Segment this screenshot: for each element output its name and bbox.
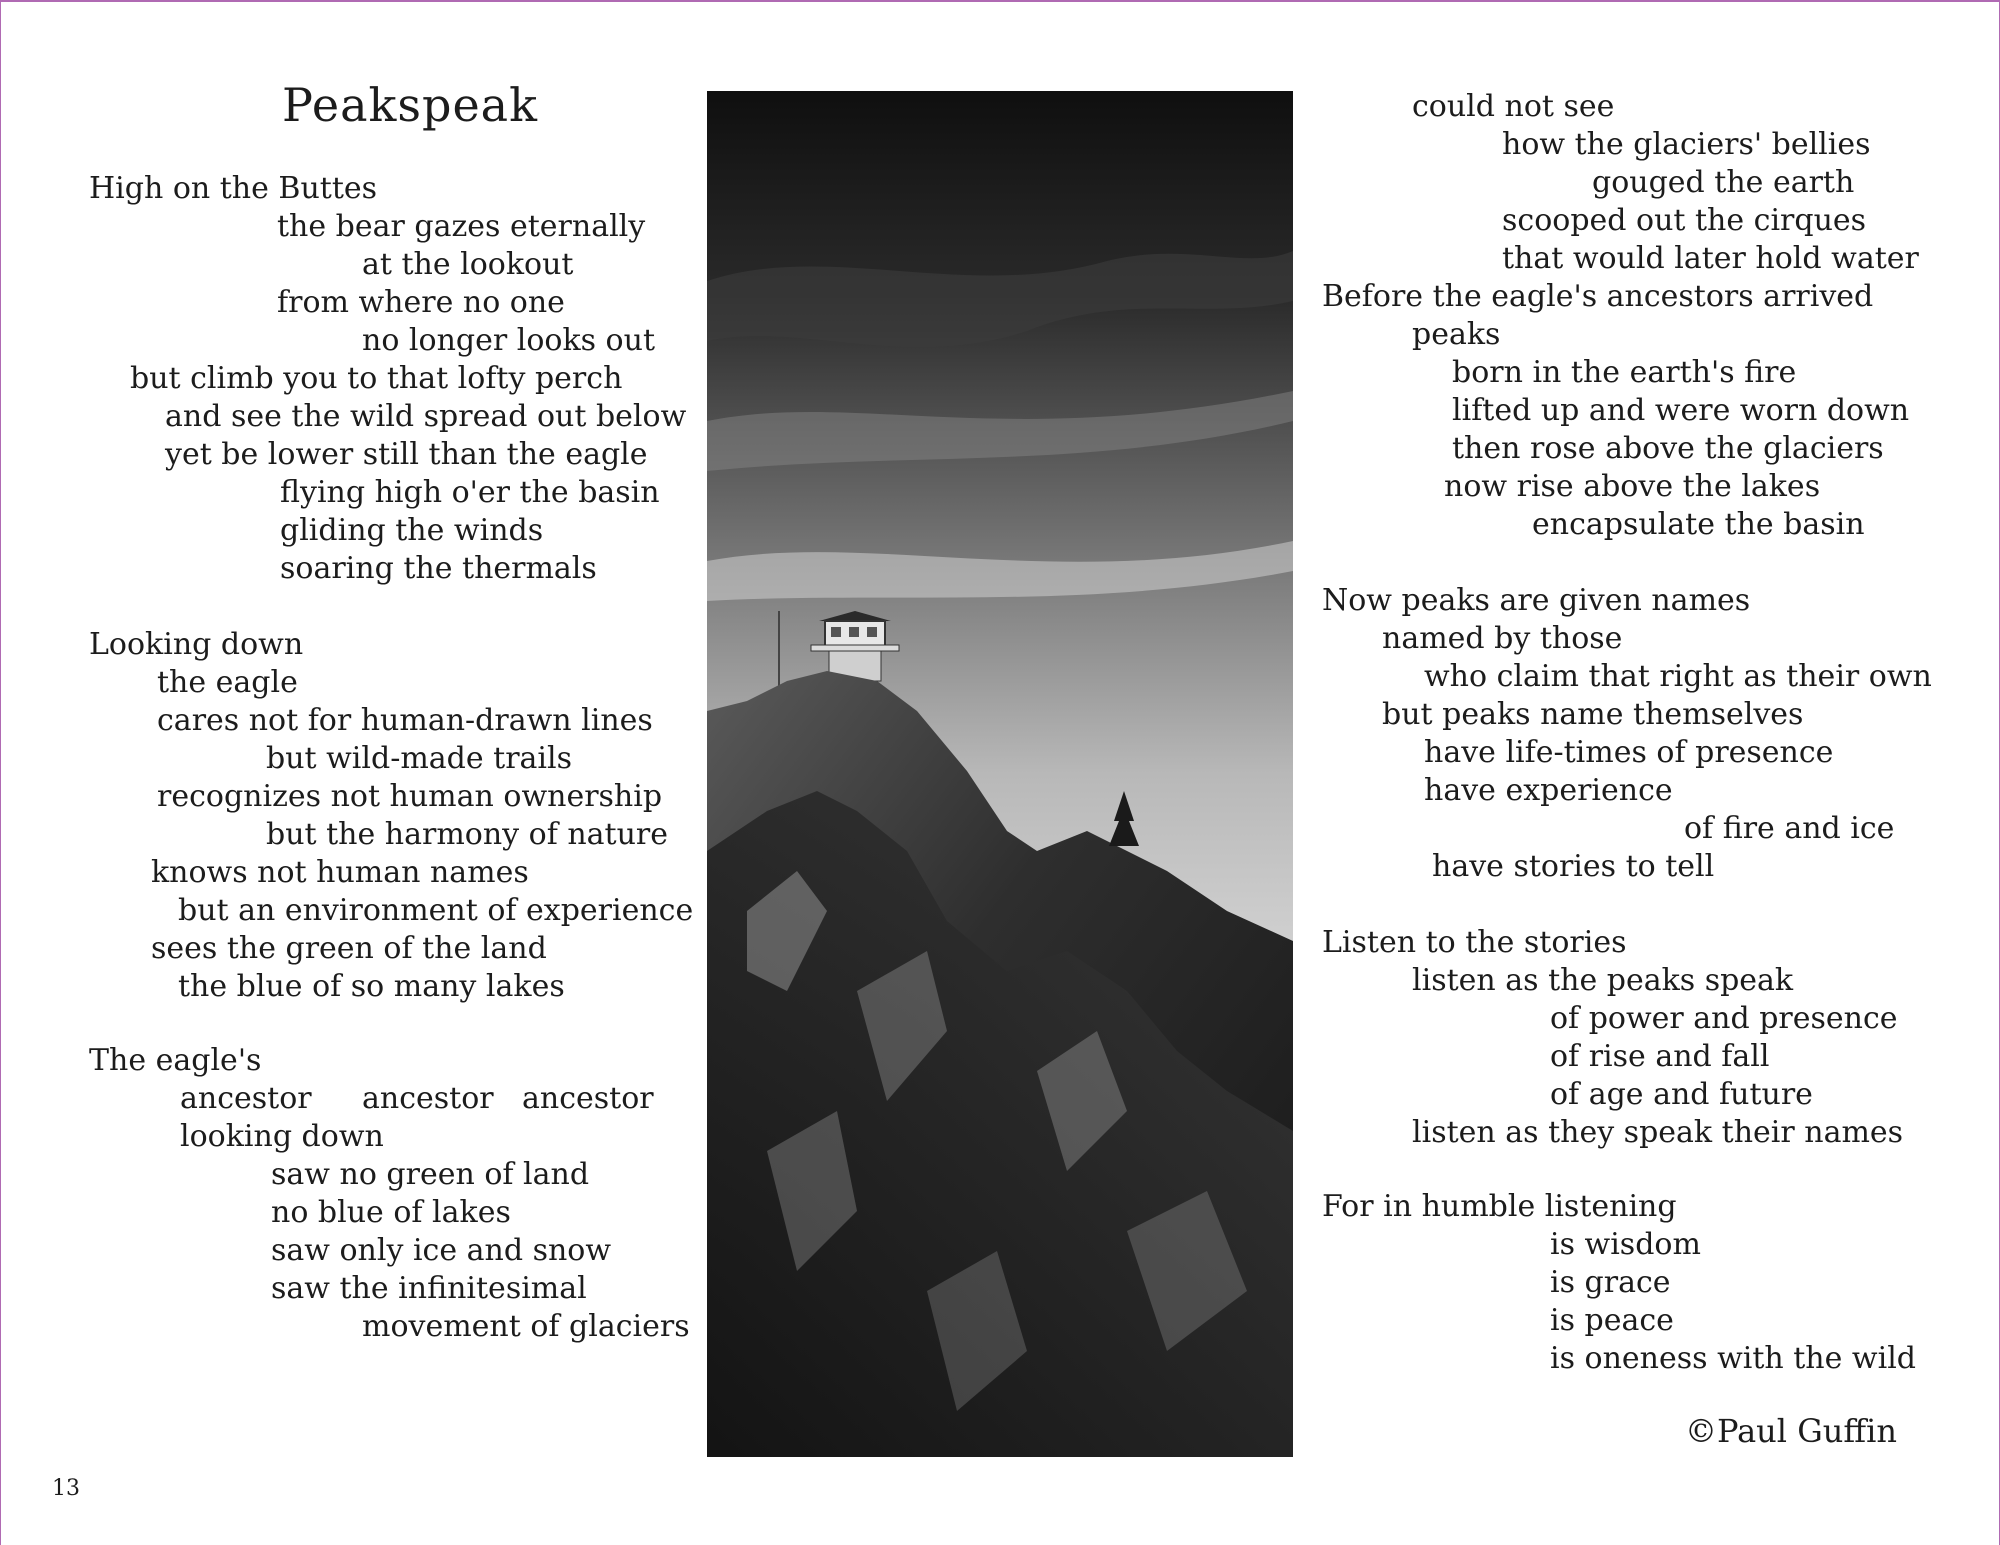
poem-line: High on the Buttes	[89, 171, 378, 206]
poem-line: born in the earth's fire	[1452, 355, 1797, 390]
poem-line: how the glaciers' bellies	[1502, 127, 1871, 162]
poem-line: recognizes not human ownership	[157, 779, 663, 814]
poem-line: For in humble listening	[1322, 1189, 1677, 1224]
poem-line: listen as they speak their names	[1412, 1115, 1904, 1150]
poem-line: the blue of so many lakes	[178, 969, 565, 1004]
poem-line: Looking down	[89, 627, 304, 662]
poem-line: named by those	[1382, 621, 1623, 656]
poem-line: lifted up and were worn down	[1452, 393, 1910, 428]
poem-line: but wild-made trails	[266, 741, 573, 776]
poem-line: Listen to the stories	[1322, 925, 1627, 960]
poem-line: is grace	[1550, 1265, 1671, 1300]
poem-line: Before the eagle's ancestors arrived	[1322, 279, 1874, 314]
poem-line: have stories to tell	[1432, 849, 1715, 884]
poem-line: and see the wild spread out below	[165, 399, 687, 434]
poem-line: is peace	[1550, 1303, 1674, 1338]
poem-line: gliding the winds	[280, 513, 544, 548]
poem-line: saw only ice and snow	[271, 1233, 612, 1268]
poem-line: The eagle's	[89, 1043, 262, 1078]
poem-line: knows not human names	[151, 855, 529, 890]
poem-line: then rose above the glaciers	[1452, 431, 1884, 466]
poem-line: at the lookout	[362, 247, 574, 282]
page-number: 13	[52, 1476, 80, 1501]
poem-line: cares not for human-drawn lines	[157, 703, 653, 738]
mountain-lookout-photo	[707, 91, 1293, 1457]
poem-line: ancestor	[362, 1081, 494, 1116]
poem-line: saw the infinitesimal	[271, 1271, 587, 1306]
poem-line: movement of glaciers	[362, 1309, 690, 1344]
poem-line: Now peaks are given names	[1322, 583, 1751, 618]
poem-line: now rise above the lakes	[1444, 469, 1821, 504]
poem-line: is oneness with the wild	[1550, 1341, 1916, 1376]
photo-graphic	[707, 91, 1293, 1457]
poem-line: of fire and ice	[1684, 811, 1895, 846]
poem-line: of age and future	[1550, 1077, 1813, 1112]
poem-line: soaring the thermals	[280, 551, 597, 586]
poem-line: encapsulate the basin	[1532, 507, 1865, 542]
poem-line: saw no green of land	[271, 1157, 590, 1192]
poem-line: have experience	[1424, 773, 1673, 808]
poem-line: but climb you to that lofty perch	[130, 361, 623, 396]
poem-line: from where no one	[277, 285, 565, 320]
poem-line: is wisdom	[1550, 1227, 1701, 1262]
poem-line: no longer looks out	[362, 323, 655, 358]
poem-line: of power and presence	[1550, 1001, 1898, 1036]
copyright-notice: ©Paul Guffin	[1685, 1412, 1897, 1450]
poem-line: that would later hold water	[1502, 241, 1919, 276]
poem-line: could not see	[1412, 89, 1615, 124]
poem-line: yet be lower still than the eagle	[165, 437, 648, 472]
poem-line: but an environment of experience	[178, 893, 694, 928]
poem-line: looking down	[180, 1119, 384, 1154]
poem-line: the bear gazes eternally	[277, 209, 646, 244]
poem-line: flying high o'er the basin	[280, 475, 660, 510]
poem-line: have life-times of presence	[1424, 735, 1834, 770]
poem-line: peaks	[1412, 317, 1501, 352]
poem-line: sees the green of the land	[151, 931, 547, 966]
poem-line: ancestor	[522, 1081, 654, 1116]
poem-line: but the harmony of nature	[266, 817, 669, 852]
poem-title: Peakspeak	[282, 78, 538, 132]
poem-line: the eagle	[157, 665, 298, 700]
poem-line: scooped out the cirques	[1502, 203, 1867, 238]
poem-line: of rise and fall	[1550, 1039, 1770, 1074]
poem-line: no blue of lakes	[271, 1195, 511, 1230]
poem-line: who claim that right as their own	[1424, 659, 1932, 694]
poem-line: gouged the earth	[1592, 165, 1855, 200]
poem-line: ancestor	[180, 1081, 312, 1116]
poem-line: but peaks name themselves	[1382, 697, 1804, 732]
poem-line: listen as the peaks speak	[1412, 963, 1794, 998]
